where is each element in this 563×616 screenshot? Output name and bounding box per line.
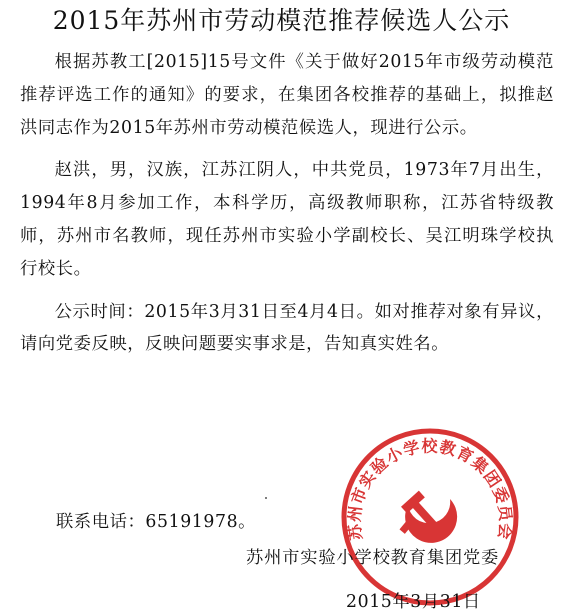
notice-body	[20, 46, 554, 371]
hammer-and-sickle-icon	[399, 491, 457, 543]
issuer-name: 苏州市实验小学校教育集团党委	[246, 548, 500, 568]
paragraph-candidate-profile: 赵洪，男，汉族，江苏江阴人，中共党员，1973年7月出生，1994年8月参加工作，本科学历，高级教师职称，江苏省特级教师，苏州市名教师，现任苏州市实验小学副校长、吴江明珠学校执行校长。	[20, 160, 554, 279]
issue-date: 2015年3月31日	[346, 592, 481, 612]
paragraph-basis: 根据苏教工[2015]15号文件《关于做好2015年市级劳动模范推荐评选工作的通知》的要求，在集团各校推荐的基础上，拟推赵洪同志作为2015年苏州市劳动模范候选人，现进行公示。	[20, 52, 554, 138]
stray-dot	[265, 497, 267, 499]
contact-phone: 联系电话：65191978。	[56, 512, 257, 532]
official-seal	[338, 425, 522, 609]
notice-title: 2015年苏州市劳动模范推荐候选人公示	[52, 6, 511, 35]
paragraph-publicity-period: 公示时间：2015年3月31日至4月4日。如对推荐对象有异议，请向党委反映，反映问题要实事求是，告知真实姓名。	[20, 301, 554, 355]
seal-text: 苏州市实验小学校教育集团委员会	[344, 436, 516, 542]
